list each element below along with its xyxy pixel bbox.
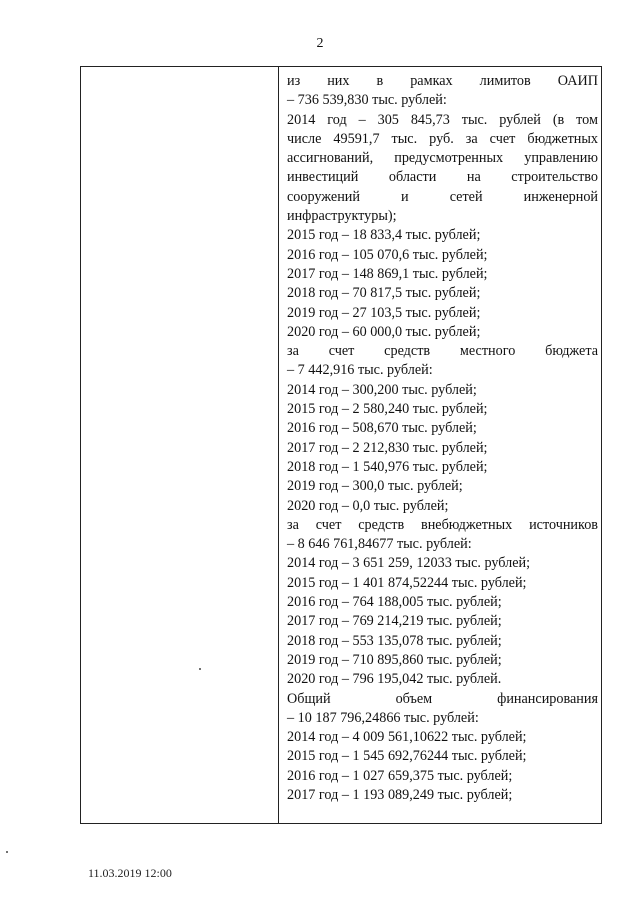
content-line: 2015 год – 1 545 692,76244 тыс. рублей; bbox=[287, 748, 527, 765]
content-line: числе 49591,7 тыс. руб. за счет бюджетных bbox=[287, 130, 598, 147]
content-line: инвестиций области на строительство bbox=[287, 169, 598, 186]
content-line: 2014 год – 300,200 тыс. рублей; bbox=[287, 381, 477, 398]
content-line: 2014 год – 4 009 561,10622 тыс. рублей; bbox=[287, 729, 527, 746]
content-line: 2016 год – 105 070,6 тыс. рублей; bbox=[287, 246, 488, 263]
content-line: 2019 год – 300,0 тыс. рублей; bbox=[287, 478, 463, 495]
content-line: – 8 646 761,84677 тыс. рублей: bbox=[287, 536, 472, 553]
content-line: 2020 год – 0,0 тыс. рублей; bbox=[287, 497, 449, 514]
content-line: – 7 442,916 тыс. рублей: bbox=[287, 362, 433, 379]
content-line: 2020 год – 60 000,0 тыс. рублей; bbox=[287, 323, 481, 340]
content-line: Общий объем финансирования bbox=[287, 690, 598, 707]
table-right-cell bbox=[279, 67, 601, 823]
content-line: 2016 год – 1 027 659,375 тыс. рублей; bbox=[287, 767, 513, 784]
content-line: 2016 год – 508,670 тыс. рублей; bbox=[287, 420, 477, 437]
footer-datetime: 11.03.2019 12:00 bbox=[88, 866, 172, 880]
financing-table bbox=[80, 66, 602, 824]
content-line: 2018 год – 553 135,078 тыс. рублей; bbox=[287, 632, 502, 649]
content-line: – 736 539,830 тыс. рублей: bbox=[287, 92, 447, 109]
content-line: 2017 год – 148 869,1 тыс. рублей; bbox=[287, 265, 488, 282]
content-line: 2017 год – 1 193 089,249 тыс. рублей; bbox=[287, 786, 513, 803]
scan-speck bbox=[199, 668, 201, 670]
content-line: 2019 год – 710 895,860 тыс. рублей; bbox=[287, 651, 502, 668]
content-line: из них в рамках лимитов ОАИП bbox=[287, 73, 598, 89]
content-line: за счет средств местного бюджета bbox=[287, 343, 598, 360]
content-line: инфраструктуры); bbox=[287, 208, 397, 225]
table-left-cell bbox=[81, 67, 279, 823]
content-line: 2020 год – 796 195,042 тыс. рублей. bbox=[287, 671, 502, 688]
content-line: – 10 187 796,24866 тыс. рублей: bbox=[287, 709, 479, 726]
content-line: 2015 год – 1 401 874,52244 тыс. рублей; bbox=[287, 574, 527, 591]
scan-speck bbox=[6, 851, 8, 853]
content-line: 2018 год – 70 817,5 тыс. рублей; bbox=[287, 285, 481, 302]
content-line: 2015 год – 18 833,4 тыс. рублей; bbox=[287, 227, 481, 244]
content-line: сооружений и сетей инженерной bbox=[287, 188, 598, 205]
content-line: 2018 год – 1 540,976 тыс. рублей; bbox=[287, 458, 488, 475]
content-line: ассигнований, предусмотренных управлению bbox=[287, 150, 598, 167]
content-line: 2014 год – 3 651 259, 12033 тыс. рублей; bbox=[287, 555, 531, 572]
content-line: 2016 год – 764 188,005 тыс. рублей; bbox=[287, 594, 502, 611]
content-line: 2017 год – 2 212,830 тыс. рублей; bbox=[287, 439, 488, 456]
page-number: 2 bbox=[316, 36, 324, 51]
content-line: 2017 год – 769 214,219 тыс. рублей; bbox=[287, 613, 502, 630]
content-line: 2014 год – 305 845,73 тыс. рублей (в том bbox=[287, 111, 598, 128]
content-line: 2015 год – 2 580,240 тыс. рублей; bbox=[287, 401, 488, 418]
content-line: за счет средств внебюджетных источников bbox=[287, 516, 598, 533]
content-line: 2019 год – 27 103,5 тыс. рублей; bbox=[287, 304, 481, 321]
